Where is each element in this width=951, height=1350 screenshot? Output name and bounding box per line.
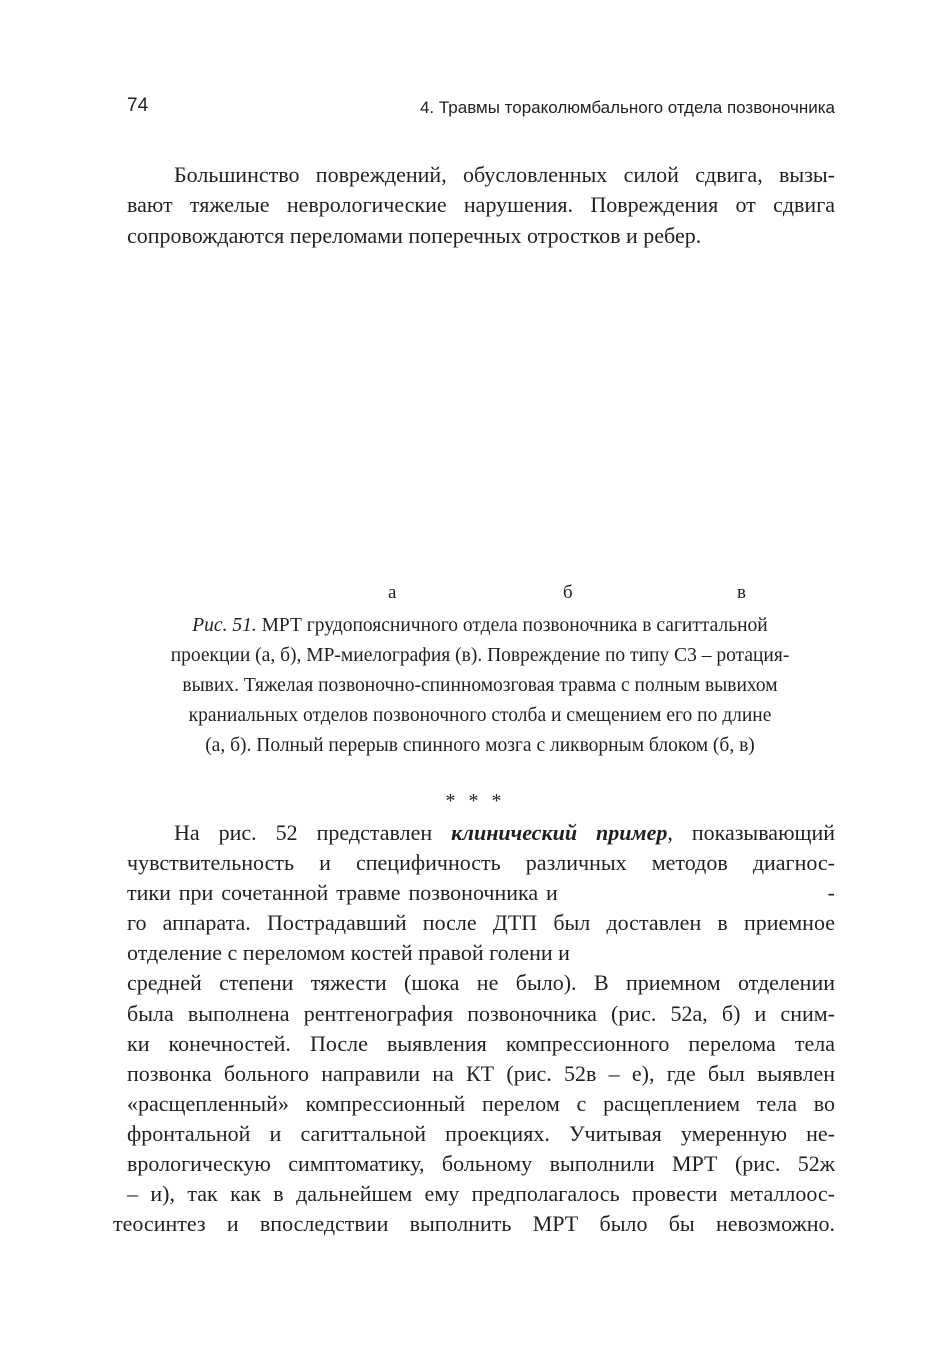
paragraph-line: го аппарата. Пострадавший после ДТП был доставлен в приемное xyxy=(127,910,835,936)
paragraph-line: Большинство повреждений, обусловленных силой сдвига, вызы- xyxy=(174,162,835,187)
caption-line: проекции (а, б), МР-миелография (в). Повреждение по типу С3 – ротация- xyxy=(170,645,790,666)
panel-label-a: а xyxy=(388,582,397,603)
caption-label: Рис. 51. xyxy=(192,615,257,636)
intro-paragraph xyxy=(127,160,835,251)
paragraph-line: – и), так как в дальнейшем ему предполагалось провести металлоос- xyxy=(127,1181,835,1207)
text-run: , показывающий xyxy=(667,820,835,845)
paragraph-line: вают тяжелые неврологические нарушения. Повреждения от сдвига xyxy=(127,192,835,218)
paragraph-line: была выполнена рентгенография позвоночника (рис. 52а, б) и сним- xyxy=(127,1000,835,1026)
caption-line: краниальных отделов позвоночного столба и смещением его по длине xyxy=(188,705,772,726)
page-header xyxy=(127,95,835,119)
caption-line: (а, б). Полный перерыв спинного мозга с ликворным блоком (б, в) xyxy=(205,735,755,756)
paragraph-line: теосинтез и впоследствии выполнить МРТ было бы невозможно. xyxy=(113,1211,835,1237)
section-separator: * * * xyxy=(445,790,506,812)
panel-label-v: в xyxy=(737,582,746,603)
caption-text: МРТ грудопоясничного отдела позвоночника в сагиттальной xyxy=(261,615,768,636)
page-number: 74 xyxy=(127,95,149,116)
paragraph-line xyxy=(127,818,835,848)
figure-caption xyxy=(120,611,840,761)
main-paragraph xyxy=(113,818,835,1239)
paragraph-line: средней степени тяжести (шока не было). В приемном отделении xyxy=(127,970,835,996)
paragraph-line: ки конечностей. После выявления компрессионного перелома тела xyxy=(127,1030,835,1056)
paragraph-line: врологическую симптоматику, больному выполнили МРТ (рис. 52ж xyxy=(127,1151,835,1177)
panel-label-b: б xyxy=(563,582,573,603)
paragraph-line: «расщепленный» компрессионный перелом с расщеплением тела во xyxy=(127,1090,835,1116)
paragraph-line: фронтальной и сагиттальной проекциях. Учитывая умеренную не- xyxy=(127,1120,835,1146)
paragraph-line: отделение с переломом костей правой голени и xyxy=(127,940,570,966)
paragraph-line: сопровождаются переломами поперечных отростков и ребер. xyxy=(127,222,702,248)
caption-line: вывих. Тяжелая позвоночно-спинномозговая травма с полным вывихом xyxy=(182,675,778,696)
running-head: 4. Травмы тораколюмбального отдела позвоночника xyxy=(419,98,835,117)
figure-panel-labels xyxy=(0,582,951,608)
caption-line xyxy=(120,611,840,641)
paragraph-line: чувствительность и специфичность различных методов диагнос- xyxy=(127,850,835,876)
text-run: На рис. 52 представлен xyxy=(174,820,452,845)
paragraph-line: тики при сочетанной травме позвоночника и - xyxy=(127,880,835,906)
emphasis-text: клинический пример xyxy=(451,820,668,845)
paragraph-line: позвонка больного направили на КТ (рис. 52в – е), где был выявлен xyxy=(127,1060,835,1086)
